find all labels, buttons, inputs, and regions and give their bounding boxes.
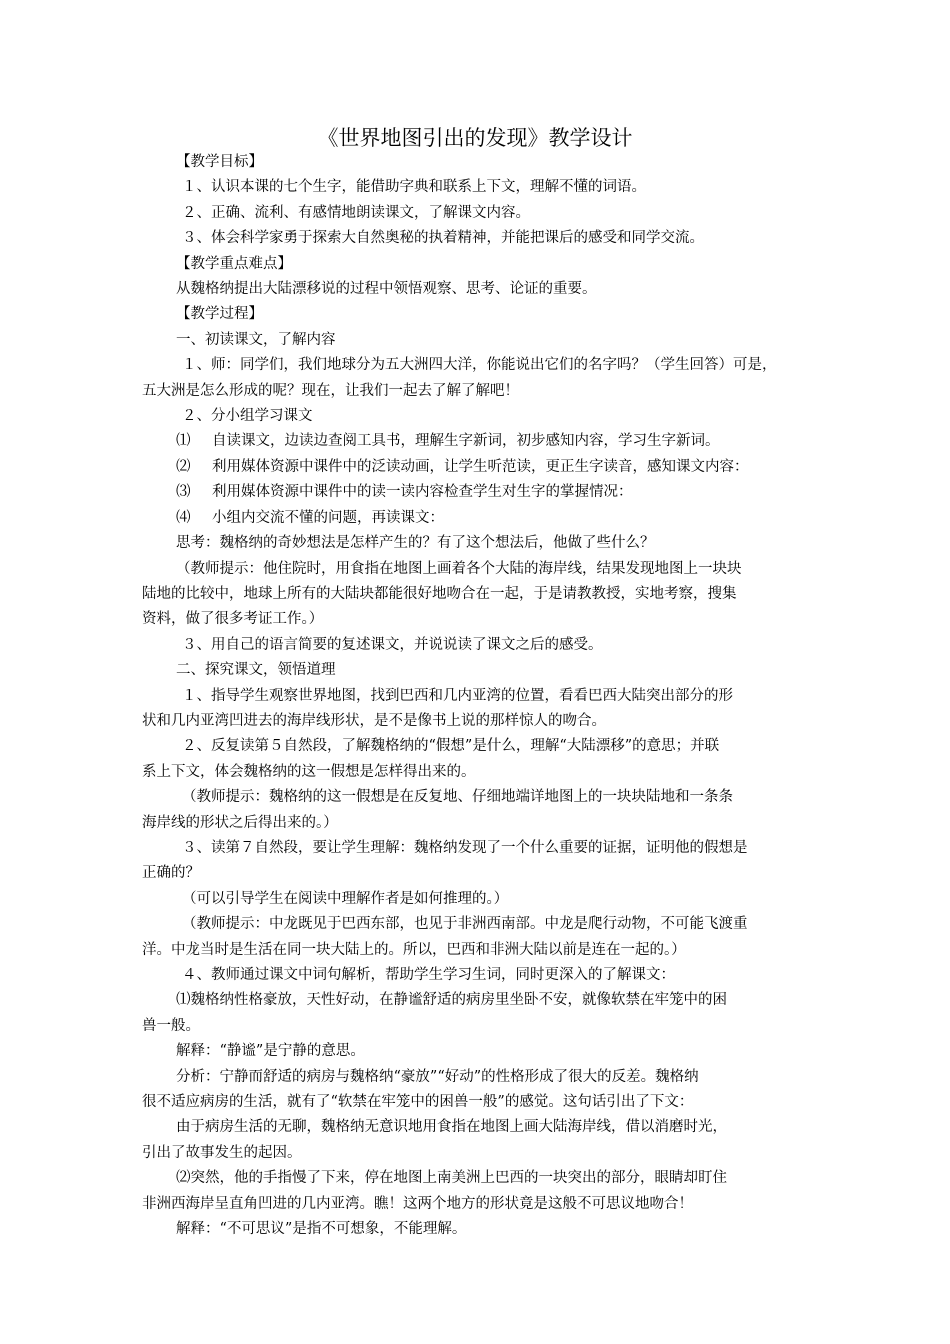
paragraph-text: 系上下文，体会魏格纳的这一假想是怎样得出来的。	[142, 763, 476, 780]
paragraph-text: 【教学目标】	[176, 154, 263, 170]
paragraph-line	[142, 404, 810, 429]
paragraph-line	[142, 302, 810, 327]
paragraph-line	[142, 633, 810, 658]
paragraph-line	[142, 709, 810, 734]
paragraph-line	[142, 226, 810, 251]
paragraph-text: 正确的？	[142, 865, 200, 882]
paragraph-text: ⑴魏格纳性格豪放，天性好动，在静谧舒适的病房里坐卧不安，就像软禁在牢笼中的困	[176, 992, 727, 1009]
paragraph-text: 自读课文，边读边查阅工具书，理解生字新词，初步感知内容，学习生字新词。	[212, 433, 720, 450]
paragraph-text: 思考：魏格纳的奇妙想法是怎样产生的？有了这个想法后，他做了些什么？	[176, 535, 655, 552]
paragraph-line	[142, 531, 810, 556]
paragraph-line	[142, 328, 810, 353]
paragraph-text: ３、读第７自然段，要让学生理解：魏格纳发现了一个什么重要的证据，证明他的假想是	[182, 839, 748, 856]
paragraph-text: 分析：宁静而舒适的病房与魏格纳“豪放”“好动”的性格形成了很大的反差。魏格纳	[176, 1068, 699, 1085]
paragraph-text: ３、用自己的语言简要的复述课文，并说说读了课文之后的感受。	[182, 636, 603, 653]
paragraph-text: （教师提示：中龙既见于巴西东部，也见于非洲西南部。中龙是爬行动物，不可能飞渡重	[182, 916, 748, 933]
paragraph-text: （可以引导学生在阅读中理解作者是如何推理的。）	[182, 890, 509, 907]
paragraph-line	[142, 658, 810, 683]
paragraph-line	[142, 1192, 810, 1217]
paragraph-text: 海岸线的形状之后得出来的。）	[142, 814, 338, 831]
paragraph-text: １、认识本课的七个生字，能借助字典和联系上下文，理解不懂的词语。	[182, 179, 646, 196]
paragraph-text: 利用媒体资源中课件中的泛读动画，让学生听范读，更正生字读音，感知课文内容：	[212, 458, 749, 475]
paragraph-text: 五大洲是怎么形成的呢？现在，让我们一起去了解了解吧！	[142, 382, 519, 399]
paragraph-text: １、指导学生观察世界地图，找到巴西和几内亚湾的位置，看看巴西大陆突出部分的形	[182, 687, 733, 704]
paragraph-line	[142, 252, 810, 277]
paragraph-line	[142, 607, 810, 632]
paragraph-text: 兽一般。	[142, 1017, 200, 1034]
paragraph-line	[142, 150, 810, 175]
paragraph-line	[142, 1039, 810, 1064]
paragraph-line	[142, 811, 810, 836]
paragraph-text: 很不适应病房的生活，就有了“软禁在牢笼中的困兽一般”的感觉。这句话引出了下文：	[142, 1094, 694, 1111]
paragraph-text: ２、正确、流利、有感情地朗读课文，了解课文内容。	[182, 204, 530, 221]
paragraph-text: 利用媒体资源中课件中的读一读内容检查学生对生字的掌握情况：	[212, 484, 633, 501]
paragraph-line	[142, 277, 810, 302]
paragraph-line	[142, 785, 810, 810]
paragraph-text: 【教学重点难点】	[176, 255, 292, 272]
list-number: ⑷	[176, 509, 191, 526]
paragraph-text: 解释：“静谧”是宁静的意思。	[176, 1043, 365, 1060]
paragraph-text: （教师提示：魏格纳的这一假想是在反复地、仔细地端详地图上的一块块陆地和一条条	[182, 789, 733, 806]
paragraph-text: ⑵突然，他的手指慢了下来，停在地图上南美洲上巴西的一块突出的部分，眼睛却盯住	[176, 1170, 727, 1187]
paragraph-line	[142, 861, 810, 886]
paragraph-text: 从魏格纳提出大陆漂移说的过程中领悟观察、思考、论证的重要。	[176, 281, 597, 298]
list-number: ⑶	[176, 484, 191, 501]
paragraph-line	[142, 1166, 810, 1191]
document-body	[142, 150, 810, 1242]
paragraph-line	[142, 557, 810, 582]
paragraph-line	[142, 582, 810, 607]
paragraph-line	[142, 734, 810, 759]
paragraph-text: ３、体会科学家勇于探索大自然奥秘的执着精神，并能把课后的感受和同学交流。	[182, 230, 704, 247]
paragraph-text: 资料，做了很多考证工作。）	[142, 611, 324, 628]
paragraph-line	[142, 988, 810, 1013]
paragraph-line	[142, 1141, 810, 1166]
paragraph-text: 一、初读课文，了解内容	[176, 331, 336, 348]
paragraph-line	[142, 912, 810, 937]
paragraph-text: ２、分小组学习课文	[182, 408, 313, 425]
paragraph-text: ２、反复读第５自然段，了解魏格纳的“假想”是什么，理解“大陆漂移”的意思；并联	[182, 738, 720, 755]
paragraph-line	[142, 379, 810, 404]
paragraph-text: 非洲西海岸呈直角凹进的几内亚湾。瞧！这两个地方的形状竟是这般不可思议地吻合！	[142, 1195, 693, 1212]
paragraph-text: 陆地的比较中，地球上所有的大陆块都能很好地吻合在一起，于是请教教授，实地考察，搜集	[142, 585, 737, 602]
paragraph-line	[142, 836, 810, 861]
paragraph-line	[142, 429, 810, 454]
paragraph-line	[142, 1217, 810, 1242]
paragraph-line	[142, 938, 810, 963]
paragraph-line	[142, 175, 810, 200]
paragraph-text: 解释：“不可思议”是指不可想象，不能理解。	[176, 1221, 467, 1238]
list-number: ⑵	[176, 458, 191, 475]
paragraph-text: １、师：同学们，我们地球分为五大洲四大洋，你能说出它们的名字吗？（学生回答）可是，	[182, 357, 777, 374]
paragraph-text: 【教学过程】	[176, 306, 263, 323]
paragraph-text: 引出了故事发生的起因。	[142, 1144, 302, 1161]
paragraph-text: 由于病房生活的无聊，魏格纳无意识地用食指在地图上画大陆海岸线，借以消磨时光，	[176, 1119, 727, 1136]
paragraph-line	[142, 684, 810, 709]
paragraph-text: 小组内交流不懂的问题，再读课文：	[212, 509, 444, 526]
paragraph-line	[142, 455, 810, 480]
document-title: 《世界地图引出的发现》教学设计	[317, 126, 633, 150]
paragraph-line	[142, 887, 810, 912]
paragraph-text: （教师提示：他住院时，用食指在地图上画着各个大陆的海岸线，结果发现地图上一块块	[176, 560, 742, 577]
paragraph-line	[142, 506, 810, 531]
paragraph-line	[142, 1115, 810, 1140]
paragraph-line	[142, 1014, 810, 1039]
paragraph-line	[142, 201, 810, 226]
paragraph-text: 洋。中龙当时是生活在同一块大陆上的。所以，巴西和非洲大陆以前是连在一起的。）	[142, 941, 686, 958]
paragraph-text: 二、探究课文，领悟道理	[176, 662, 336, 679]
paragraph-line	[142, 353, 810, 378]
paragraph-line	[142, 480, 810, 505]
paragraph-line	[142, 760, 810, 785]
paragraph-text: 状和几内亚湾凹进去的海岸线形状，是不是像书上说的那样惊人的吻合。	[142, 712, 606, 729]
paragraph-line	[142, 1065, 810, 1090]
paragraph-text: ４、教师通过课文中词句解析，帮助学生学习生词，同时更深入的了解课文：	[182, 967, 675, 983]
paragraph-line	[142, 963, 810, 988]
list-number: ⑴	[176, 433, 191, 450]
paragraph-line	[142, 1090, 810, 1115]
